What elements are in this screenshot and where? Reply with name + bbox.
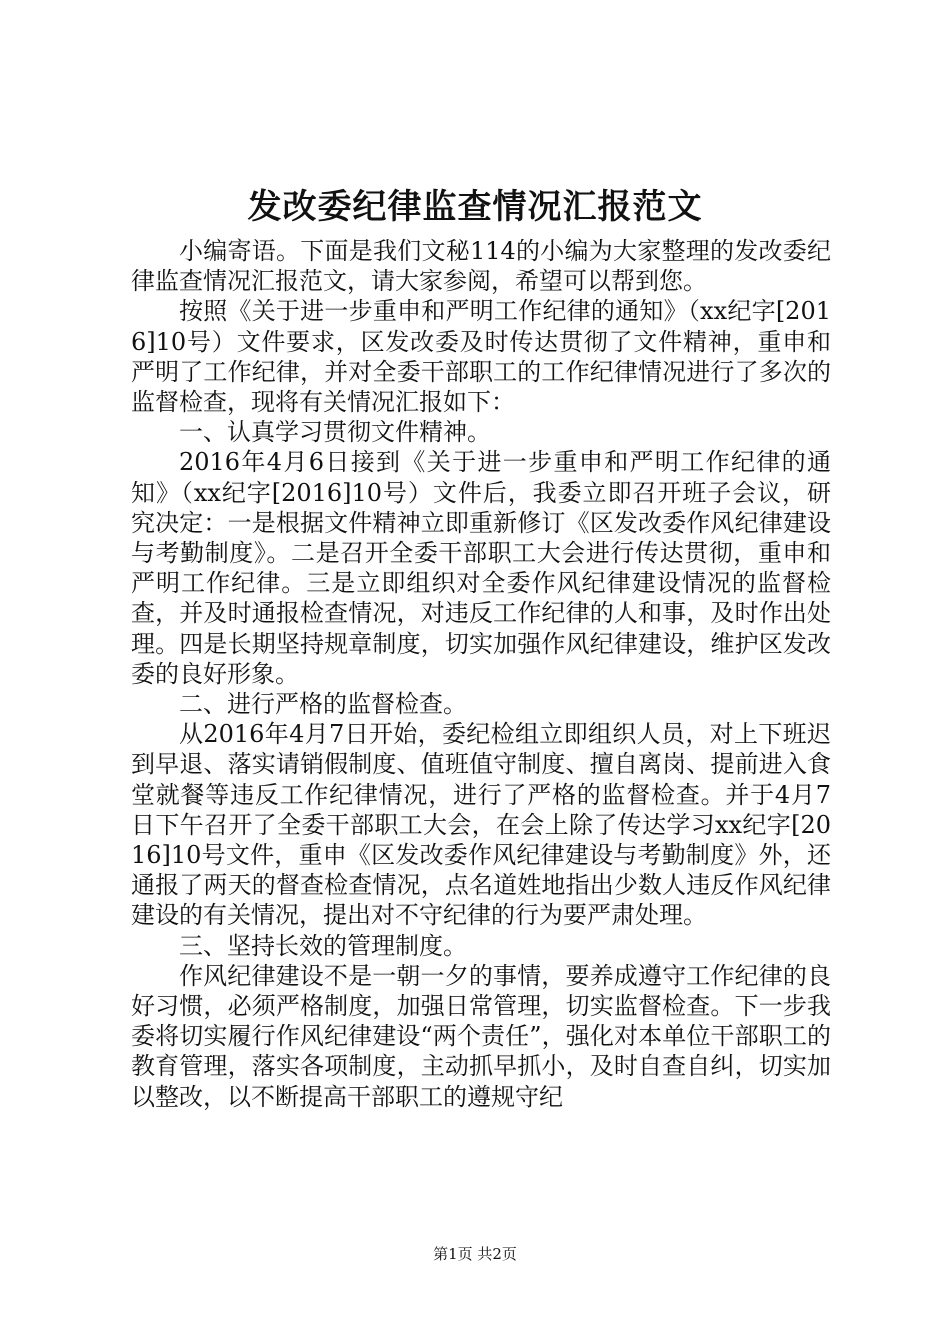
paragraph-section-2: 从2016年4月7日开始，委纪检组立即组织人员，对上下班迟到早退、落实请销假制度、值班值守制度、擅自离岗、提前进入食堂就餐等违反工作纪律情况，进行了严格的监督检查。并于4月7日下午召开了全委干部职工大会，在会上除了传达学习xx纪字[2016]10号文件，重申《区发改委作风纪律建设与考勤制度》外，还通报了两天的督查检查情况，点名道姓地指出少数人违反作风纪律建设的有关情况，提出对不守纪律的行为要严肃处理。 xyxy=(131,720,831,930)
paragraph-intro: 小编寄语。下面是我们文秘114的小编为大家整理的发改委纪律监查情况汇报范文，请大家参阅，希望可以帮到您。 xyxy=(131,237,831,296)
section-heading-3: 三、坚持长效的管理制度。 xyxy=(179,931,467,960)
paragraph-section-3: 作风纪律建设不是一朝一夕的事情，要养成遵守工作纪律的良好习惯，必须严格制度，加强日常管理，切实监督检查。下一步我委将切实履行作风纪律建设“两个责任”，强化对本单位干部职工的教育管理，落实各项制度，主动抓早抓小，及时自查自纠，切实加以整改，以不断提高干部职工的遵规守纪 xyxy=(131,961,831,1111)
page-number-footer: 第1页 共2页 xyxy=(433,1245,517,1263)
section-heading-2: 二、进行严格的监督检查。 xyxy=(179,690,467,719)
document-body xyxy=(131,236,831,1112)
section-heading-1: 一、认真学习贯彻文件精神。 xyxy=(179,418,491,447)
paragraph-background: 按照《关于进一步重申和严明工作纪律的通知》（xx纪字[2016]10号）文件要求，区发改委及时传达贯彻了文件精神，重申和严明了工作纪律，并对全委干部职工的工作纪律情况进行了多次的监督检查，现将有关情况汇报如下： xyxy=(131,297,831,417)
paragraph-section-1: 2016年4月6日接到《关于进一步重申和严明工作纪律的通知》（xx纪字[2016]10号）文件后，我委立即召开班子会议，研究决定：一是根据文件精神立即重新修订《区发改委作风纪律建设与考勤制度》。二是召开全委干部职工大会进行传达贯彻，重申和严明工作纪律。三是立即组织对全委作风纪律建设情况的监督检查，并及时通报检查情况，对违反工作纪律的人和事，及时作出处理。四是长期坚持规章制度，切实加强作风纪律建设，维护区发改委的良好形象。 xyxy=(131,448,831,688)
document-title: 发改委纪律监查情况汇报范文 xyxy=(247,187,703,227)
